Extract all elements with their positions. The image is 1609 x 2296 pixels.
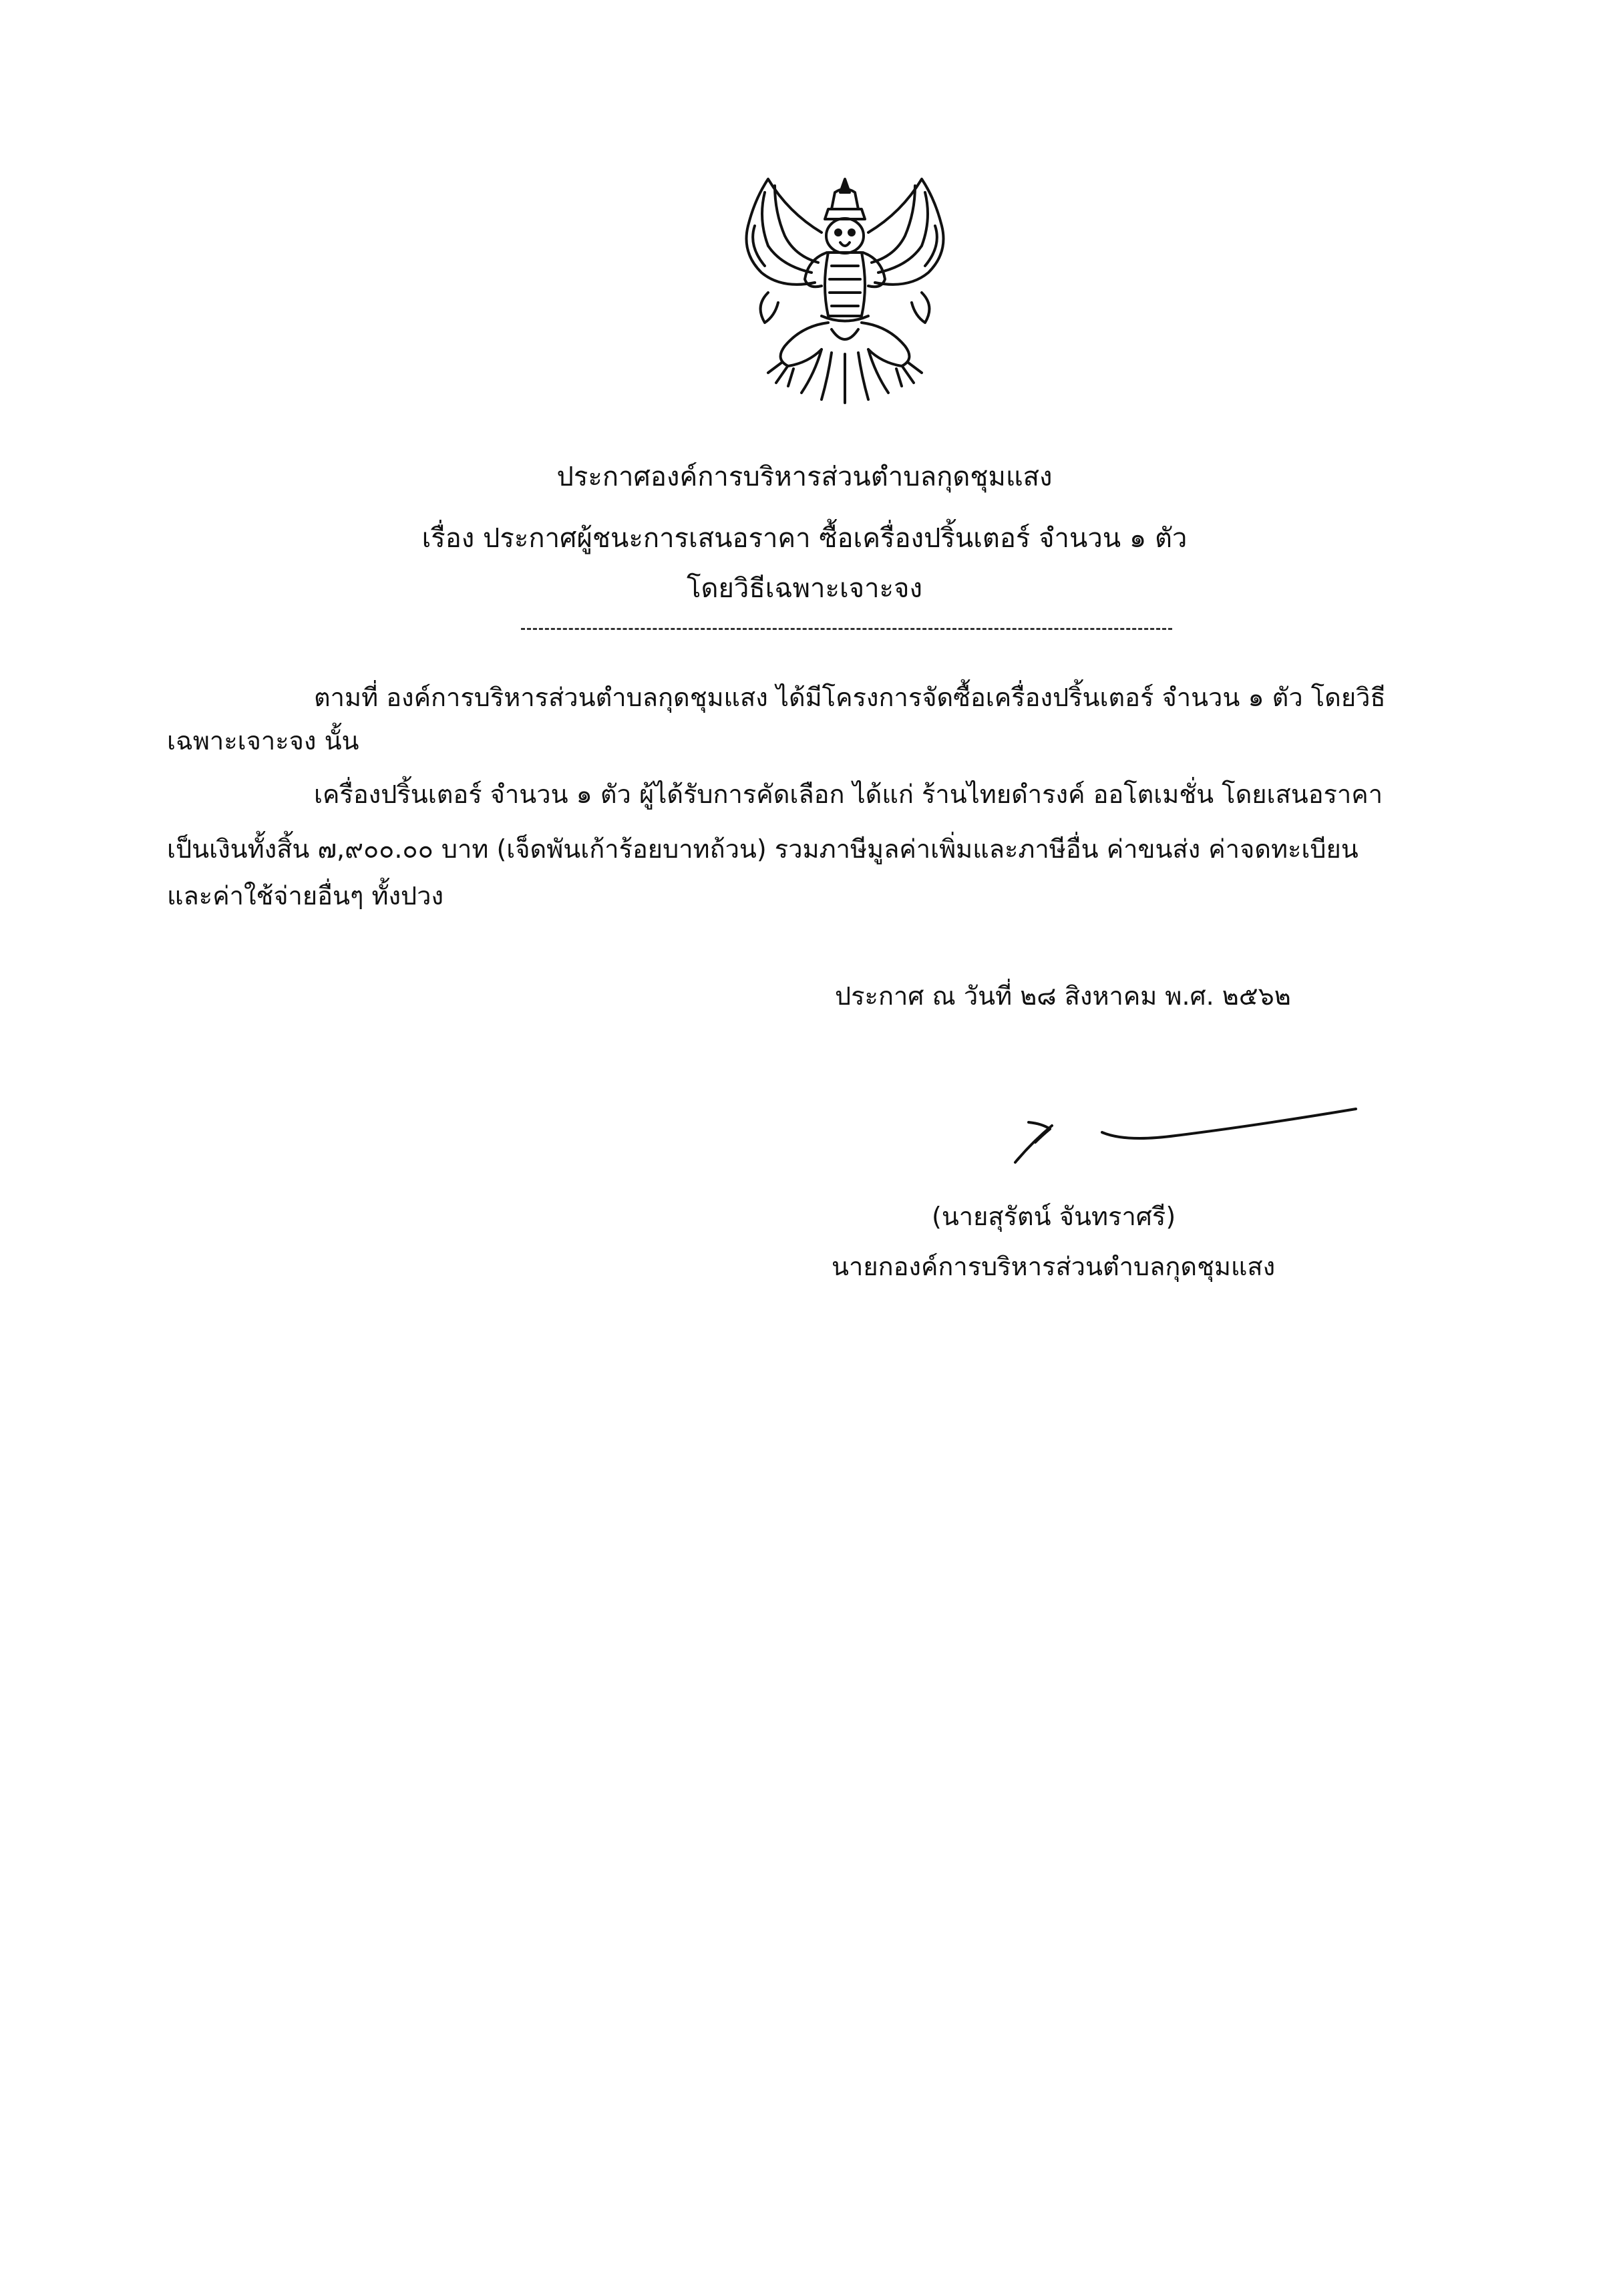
paragraph-2-line-2: เป็นเงินทั้งสิ้น ๗,๙๐๐.๐๐ บาท (เจ็ดพันเก้าร้อยบาทถ้วน) รวมภาษีมูลค่าเพิ่มและภาษีอื่น ค่าขนส่ง ค่าจดทะเบียน: [167, 834, 1359, 864]
announcement-date: ประกาศ ณ วันที่ ๒๘ สิงหาคม พ.ศ. ๒๕๖๒: [835, 981, 1291, 1011]
announcement-subject: เรื่อง ประกาศผู้ชนะการเสนอราคา ซื้อเครื่องปริ้นเตอร์ จำนวน ๑ ตัว: [421, 523, 1188, 554]
signer-name: (นายสุรัตน์ จันทราศรี): [932, 1202, 1176, 1231]
paragraph-1-line-2: เฉพาะเจาะจง นั้น: [167, 726, 359, 756]
divider: [521, 628, 1172, 630]
garuda-emblem-icon: [728, 172, 962, 409]
paragraph-1-line-1: ตามที่ องค์การบริหารส่วนตำบลกุดชุมแสง ได้มีโครงการจัดซื้อเครื่องปริ้นเตอร์ จำนวน ๑ ตัว โดยวิธี: [314, 683, 1386, 712]
paragraph-2-line-1: เครื่องปริ้นเตอร์ จำนวน ๑ ตัว ผู้ได้รับการคัดเลือก ได้แก่ ร้านไทยดำรงค์ ออโตเมชั่น โดยเสนอราคา: [314, 780, 1383, 809]
signer-title: นายกองค์การบริหารส่วนตำบลกุดชุมแสง: [832, 1252, 1276, 1281]
signature-mark: [1002, 1096, 1376, 1176]
announcement-method: โดยวิธีเฉพาะเจาะจง: [686, 573, 923, 604]
paragraph-2-line-3: และค่าใช้จ่ายอื่นๆ ทั้งปวง: [167, 881, 444, 911]
announcement-heading: ประกาศองค์การบริหารส่วนตำบลกุดชุมแสง: [556, 462, 1053, 492]
